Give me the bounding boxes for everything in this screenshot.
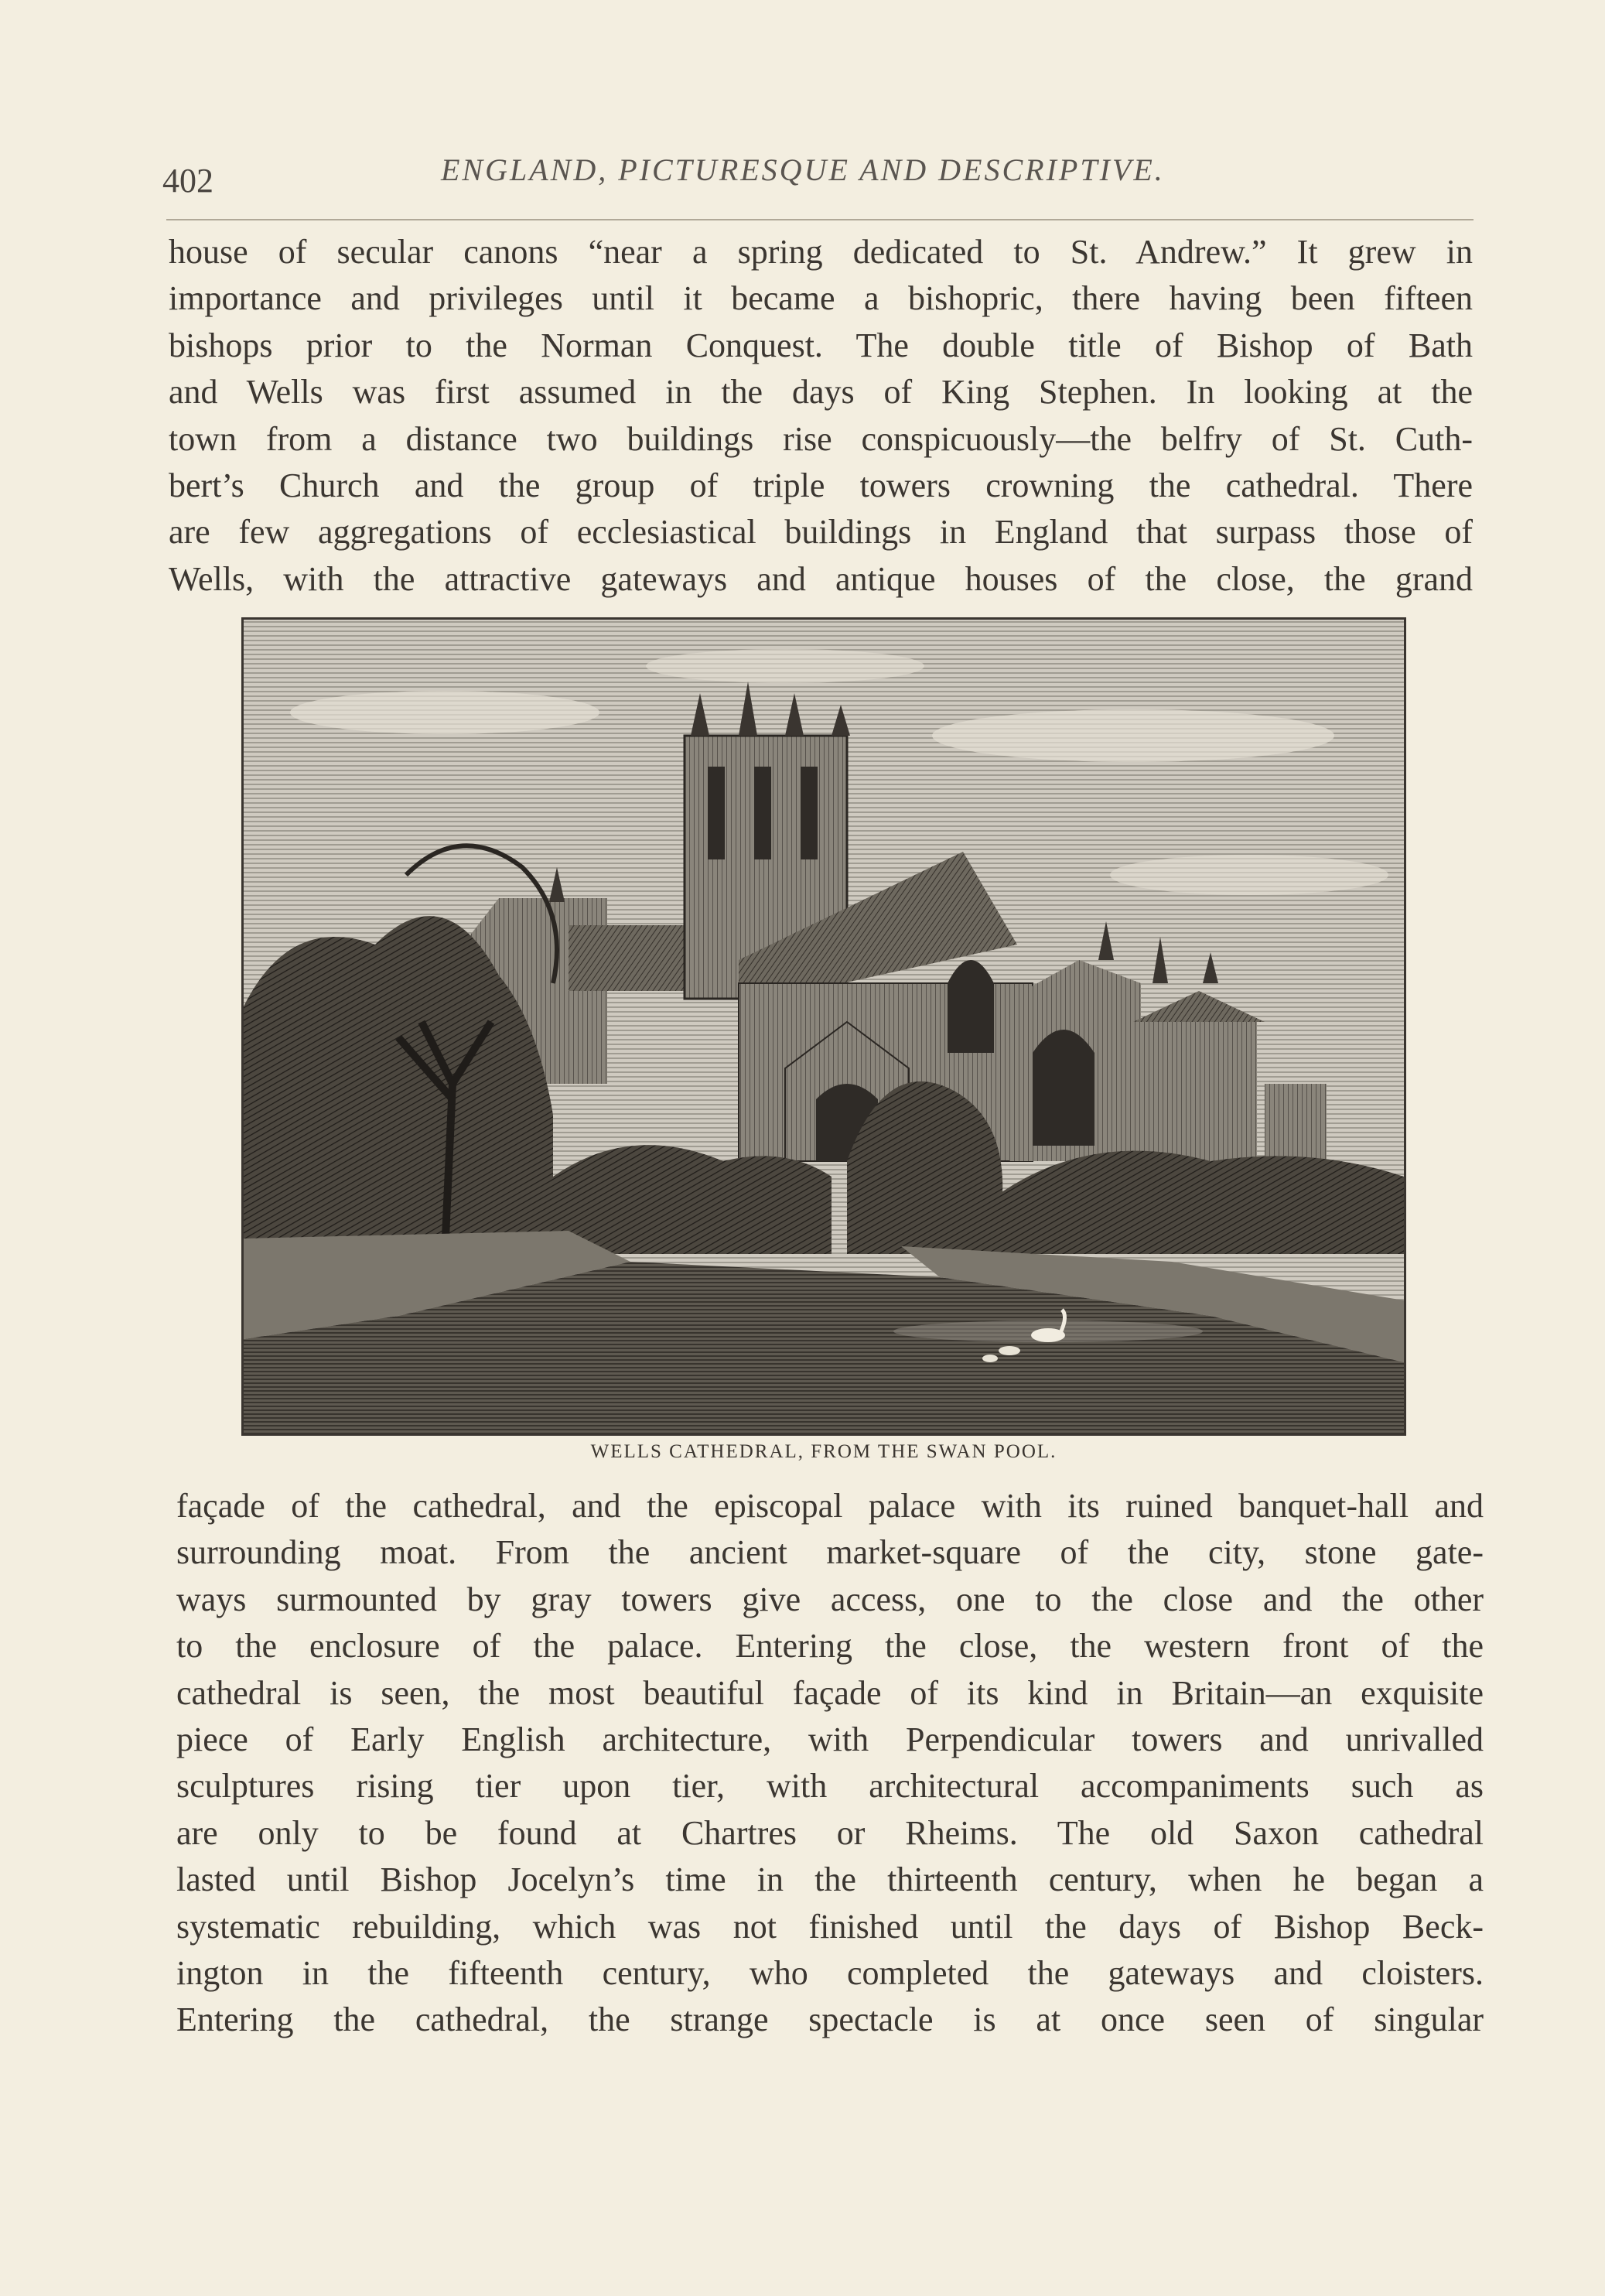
text-line: cathedral is seen, the most beautiful façade of its kind in Britain—an exquisite — [176, 1673, 1484, 1712]
text-line: bert’s Church and the group of triple towers crowning the cathedral. There — [169, 466, 1473, 505]
text-line: sculptures rising tier upon tier, with architectural accompaniments such as — [176, 1767, 1484, 1806]
engraving-illustration — [244, 620, 1404, 1433]
text-line: piece of Early English architecture, with Perpendicular towers and unrivalled — [176, 1720, 1484, 1759]
text-line: town from a distance two buildings rise conspicuously—the belfry of St. Cuth- — [169, 419, 1473, 458]
text-line: to the enclosure of the palace. Entering the close, the western front of the — [176, 1627, 1484, 1666]
text-line: lasted until Bishop Jocelyn’s time in the thirteenth century, when he began a — [176, 1860, 1484, 1899]
text-line: ington in the fifteenth century, who completed the gateways and cloisters. — [176, 1954, 1484, 1993]
running-head: ENGLAND, PICTURESQUE AND DESCRIPTIVE. — [441, 152, 1165, 187]
text-line: and Wells was first assumed in the days of King Stephen. In looking at the — [169, 373, 1473, 412]
text-line: façade of the cathedral, and the episcopal palace with its ruined banquet-hall and — [176, 1487, 1484, 1525]
text-line: house of secular canons “near a spring dedicated to St. Andrew.” It grew in — [169, 233, 1473, 271]
page-number: 402 — [162, 162, 213, 200]
text-line: are few aggregations of ecclesiastical buildings in England that surpass those of — [169, 513, 1473, 552]
text-line: importance and privileges until it became a bishopric, there having been fifteen — [169, 279, 1473, 318]
text-line: surrounding moat. From the ancient market-square of the city, stone gate- — [176, 1533, 1484, 1572]
figure-caption: WELLS CATHEDRAL, FROM THE SWAN POOL. — [590, 1441, 1057, 1462]
text-line: Wells, with the attractive gateways and antique houses of the close, the grand — [169, 559, 1473, 598]
text-line: ways surmounted by gray towers give access, one to the close and the other — [176, 1580, 1484, 1618]
paragraph-bottom — [176, 1483, 1484, 2044]
paragraph-top — [169, 229, 1473, 603]
header-rule — [166, 219, 1474, 220]
text-line: are only to be found at Chartres or Rheims. The old Saxon cathedral — [176, 1813, 1484, 1852]
text-line: Entering the cathedral, the strange spectacle is at once seen of singular — [176, 2000, 1484, 2039]
cathedral-engraving — [241, 617, 1406, 1436]
page-header — [162, 152, 1470, 214]
text-line: systematic rebuilding, which was not finished until the days of Bishop Beck- — [176, 1907, 1484, 1946]
text-line: bishops prior to the Norman Conquest. The double title of Bishop of Bath — [169, 326, 1473, 364]
